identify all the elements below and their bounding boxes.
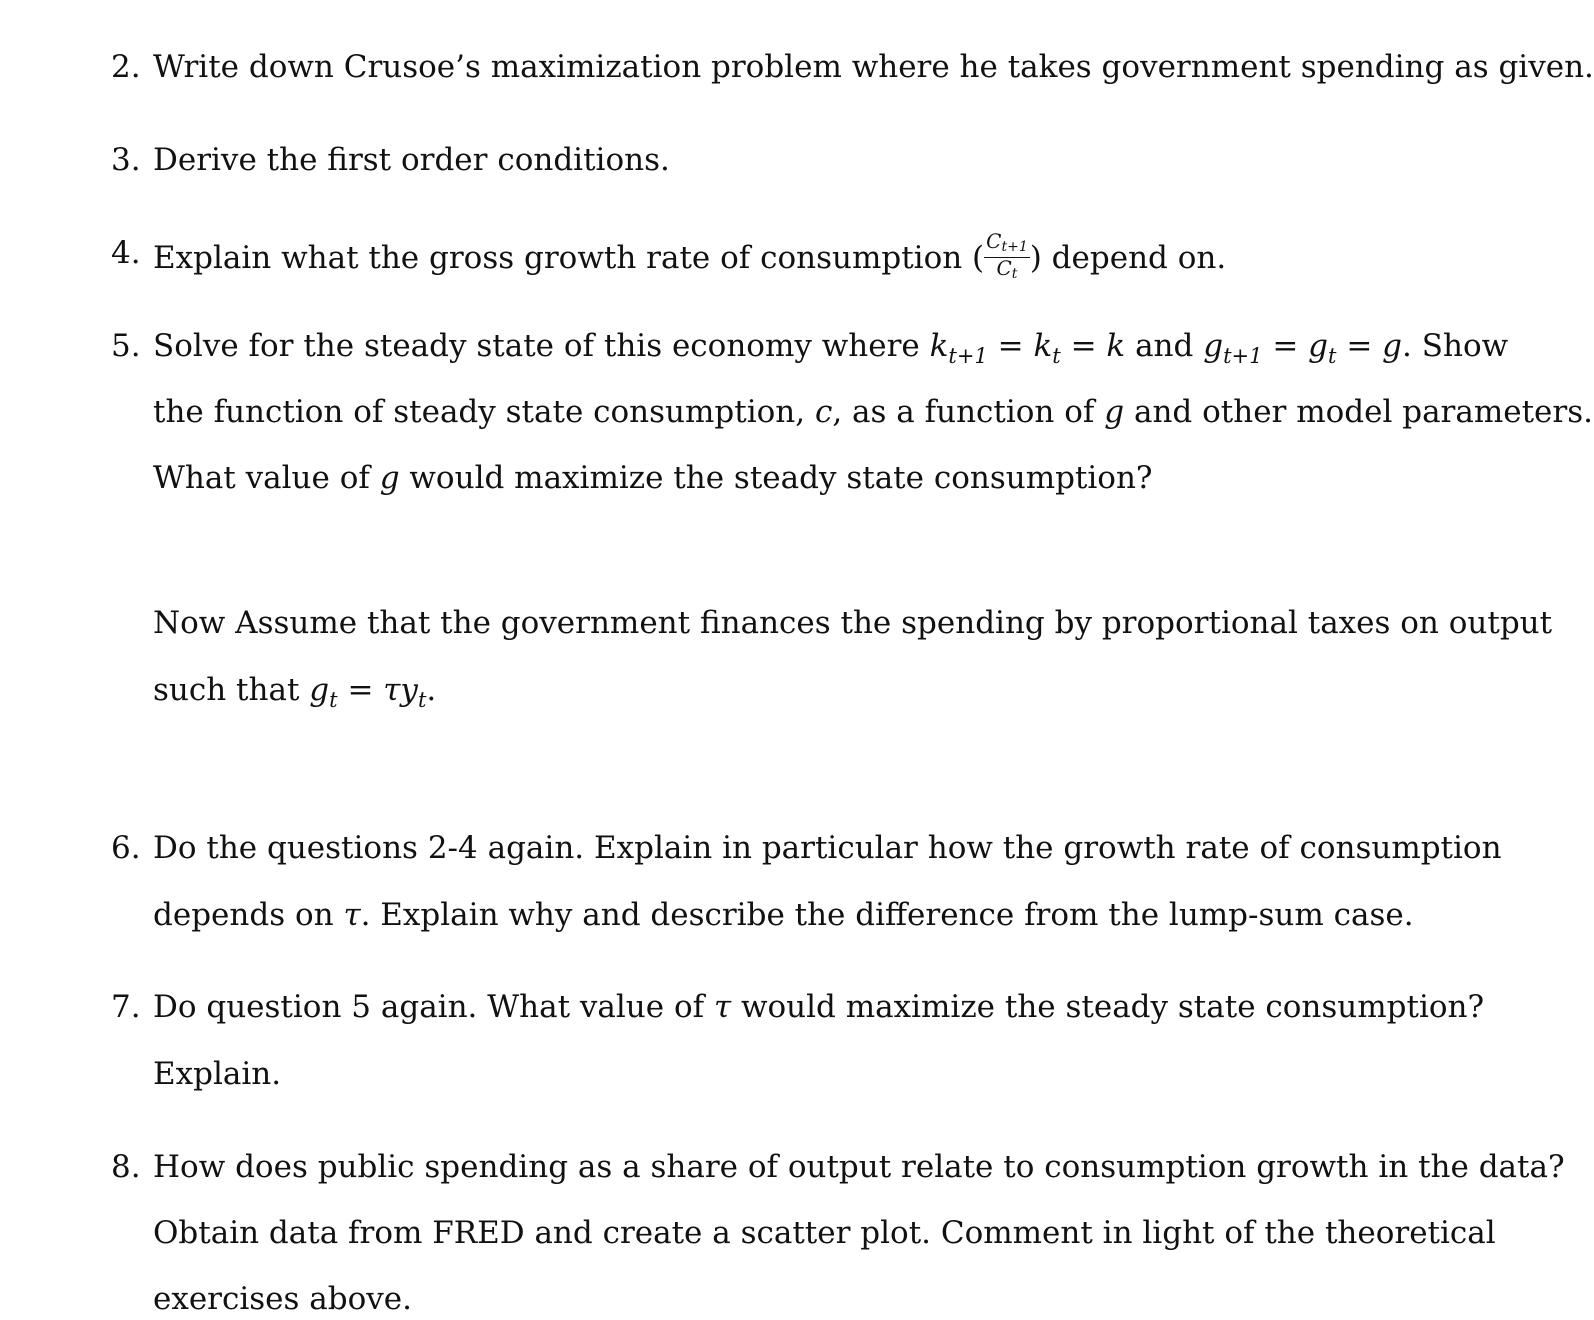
item-5-line-2: the function of steady state consumption, c, as a function of g and other model parameters.: [153, 394, 1593, 430]
item-2-text: Write down Crusoe’s maximization problem where he takes government spending as given.: [153, 49, 1594, 85]
item-number-5: 5.: [111, 328, 141, 364]
tax-paragraph-line-1: Now Assume that the government finances the spending by proportional taxes on output: [153, 605, 1553, 641]
tax-paragraph-line-2: such that $g_t = \tau y_t$.: [153, 672, 437, 712]
item-5-line-1: Solve for the steady state of this economy where $k_{t+1} = k_t = k$ and $g_{t+1} = g_t = g$. Show: [153, 328, 1509, 368]
item-3-text: Derive the first order conditions.: [153, 142, 670, 178]
item-number-7: 7.: [111, 989, 141, 1025]
item-7-line-2: Explain.: [153, 1056, 282, 1092]
item-number-8: 8.: [111, 1149, 141, 1185]
item-8-line-2: Obtain data from FRED and create a scatter plot. Comment in light of the theoretical: [153, 1215, 1496, 1251]
item-4-text: Explain what the gross growth rate of consumption ( $\frac{Ct+1}{Ct}$ ) depend on.: [153, 229, 1227, 282]
item-6-line-2: depends on τ. Explain why and describe the difference from the lump-sum case.: [153, 897, 1414, 933]
item-6-line-1: Do the questions 2-4 again. Explain in particular how the growth rate of consumption: [153, 830, 1502, 866]
item-number-6: 6.: [111, 830, 141, 866]
item-8-line-3: exercises above.: [153, 1281, 412, 1317]
item-number-2: 2.: [111, 49, 141, 85]
item-8-line-1: How does public spending as a share of output relate to consumption growth in the data?: [153, 1149, 1565, 1185]
item-5-line-3: What value of g would maximize the steady state consumption?: [153, 460, 1153, 496]
item-number-3: 3.: [111, 142, 141, 178]
item-7-line-1: Do question 5 again. What value of τ would maximize the steady state consumption?: [153, 989, 1485, 1025]
item-number-4: 4.: [111, 235, 141, 271]
growth-fraction: $\frac{Ct+1}{Ct}$: [986, 229, 1028, 282]
